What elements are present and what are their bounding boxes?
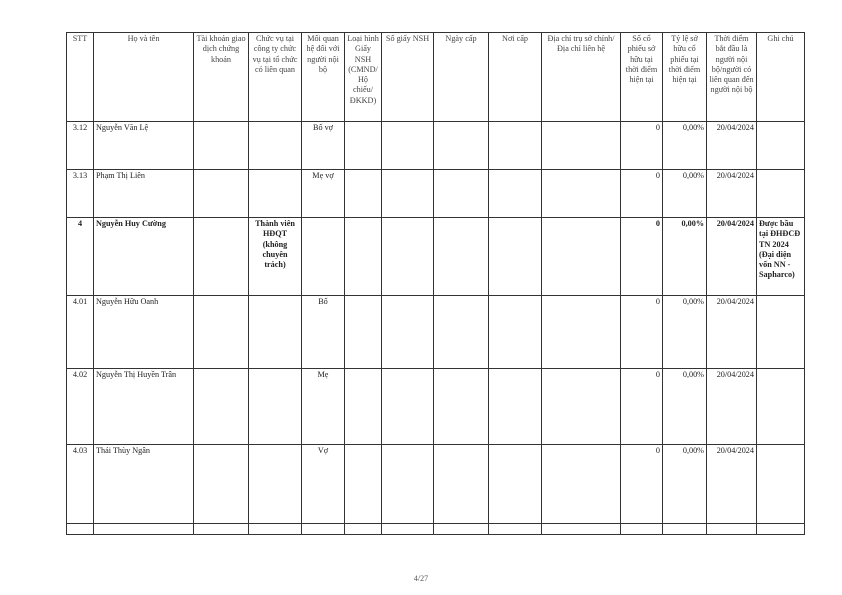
cell-empty xyxy=(302,524,345,535)
header-stt: STT xyxy=(67,33,94,122)
cell-empty xyxy=(345,524,382,535)
cell-id-type xyxy=(345,369,382,445)
cell-ratio: 0,00% xyxy=(663,445,707,524)
cell-issue-place xyxy=(489,296,542,369)
header-id-type: Loại hình Giấy NSH (CMND/ Hộ chiếu/ ĐKKD) xyxy=(345,33,382,122)
cell-stt: 4 xyxy=(67,218,94,296)
cell-id-number xyxy=(382,445,434,524)
cell-empty xyxy=(663,524,707,535)
cell-issue-date xyxy=(434,369,489,445)
cell-ratio: 0,00% xyxy=(663,296,707,369)
cell-issue-date xyxy=(434,122,489,170)
cell-stt: 3.13 xyxy=(67,170,94,218)
header-ratio: Tỷ lệ sở hữu cổ phiếu tại thời điểm hiện tại xyxy=(663,33,707,122)
cell-id-number xyxy=(382,369,434,445)
cell-account xyxy=(194,369,249,445)
cell-position xyxy=(249,296,302,369)
header-relationship: Mối quan hệ đối với người nội bộ xyxy=(302,33,345,122)
cell-id-number xyxy=(382,296,434,369)
cell-id-type xyxy=(345,296,382,369)
cell-stt: 4.02 xyxy=(67,369,94,445)
table-row xyxy=(67,445,805,524)
cell-shares: 0 xyxy=(621,445,663,524)
cell-start-date: 20/04/2024 xyxy=(707,296,757,369)
header-issue-place: Nơi cấp xyxy=(489,33,542,122)
cell-issue-place xyxy=(489,369,542,445)
cell-relation xyxy=(302,218,345,296)
cell-position xyxy=(249,369,302,445)
cell-stt: 3.12 xyxy=(67,122,94,170)
cell-note xyxy=(757,369,805,445)
cell-empty xyxy=(434,524,489,535)
cell-relation: Mẹ vợ xyxy=(302,170,345,218)
cell-account xyxy=(194,296,249,369)
table-row xyxy=(67,296,805,369)
cell-name: Nguyễn Huy Cường xyxy=(94,218,194,296)
cell-empty xyxy=(707,524,757,535)
header-shares: Số cổ phiếu sở hữu tại thời điểm hiện tại xyxy=(621,33,663,122)
cell-address xyxy=(542,369,621,445)
cell-id-number xyxy=(382,122,434,170)
table-row xyxy=(67,170,805,218)
cell-empty xyxy=(382,524,434,535)
cell-address xyxy=(542,170,621,218)
cell-address xyxy=(542,122,621,170)
cell-shares: 0 xyxy=(621,218,663,296)
cell-shares: 0 xyxy=(621,170,663,218)
insider-relations-table xyxy=(66,32,805,535)
table-header-row xyxy=(67,33,805,122)
cell-start-date: 20/04/2024 xyxy=(707,445,757,524)
table-row xyxy=(67,122,805,170)
cell-stt: 4.01 xyxy=(67,296,94,369)
cell-stt: 4.03 xyxy=(67,445,94,524)
cell-position xyxy=(249,170,302,218)
cell-start-date: 20/04/2024 xyxy=(707,122,757,170)
header-address: Địa chỉ trụ sở chính/ Địa chỉ liên hệ xyxy=(542,33,621,122)
cell-position xyxy=(249,122,302,170)
cell-empty xyxy=(194,524,249,535)
cell-issue-place xyxy=(489,170,542,218)
cell-issue-date xyxy=(434,445,489,524)
cell-shares: 0 xyxy=(621,122,663,170)
table-row-insider xyxy=(67,218,805,296)
cell-issue-place xyxy=(489,445,542,524)
cell-position: Thành viên HĐQT (không chuyên trách) xyxy=(249,218,302,296)
header-id-number: Số giấy NSH xyxy=(382,33,434,122)
cell-ratio: 0,00% xyxy=(663,122,707,170)
cell-empty xyxy=(94,524,194,535)
cell-shares: 0 xyxy=(621,369,663,445)
cell-empty xyxy=(621,524,663,535)
cell-account xyxy=(194,445,249,524)
cell-id-number xyxy=(382,218,434,296)
cell-name: Nguyễn Thị Huyền Trân xyxy=(94,369,194,445)
cell-ratio: 0,00% xyxy=(663,170,707,218)
cell-issue-date xyxy=(434,170,489,218)
cell-ratio: 0,00% xyxy=(663,369,707,445)
table-row xyxy=(67,369,805,445)
cell-empty xyxy=(757,524,805,535)
cell-account xyxy=(194,218,249,296)
header-securities-account: Tài khoản giao dịch chứng khoán xyxy=(194,33,249,122)
cell-empty xyxy=(67,524,94,535)
cell-start-date: 20/04/2024 xyxy=(707,170,757,218)
cell-relation: Bố xyxy=(302,296,345,369)
cell-name: Thái Thùy Ngân xyxy=(94,445,194,524)
cell-relation: Bố vợ xyxy=(302,122,345,170)
page-number: 4/27 xyxy=(413,574,429,583)
cell-account xyxy=(194,122,249,170)
header-issue-date: Ngày cấp xyxy=(434,33,489,122)
cell-address xyxy=(542,445,621,524)
header-note: Ghi chú xyxy=(757,33,805,122)
cell-empty xyxy=(489,524,542,535)
cell-id-type xyxy=(345,218,382,296)
cell-address xyxy=(542,296,621,369)
cell-relation: Mẹ xyxy=(302,369,345,445)
cell-note xyxy=(757,122,805,170)
cell-empty xyxy=(249,524,302,535)
cell-address xyxy=(542,218,621,296)
header-position: Chức vụ tại công ty chức vụ tại tổ chức có liên quan xyxy=(249,33,302,122)
cell-account xyxy=(194,170,249,218)
cell-start-date: 20/04/2024 xyxy=(707,369,757,445)
cell-issue-date xyxy=(434,296,489,369)
cell-id-type xyxy=(345,122,382,170)
cell-id-type xyxy=(345,445,382,524)
cell-start-date: 20/04/2024 xyxy=(707,218,757,296)
cell-id-type xyxy=(345,170,382,218)
cell-note xyxy=(757,445,805,524)
cell-name: Phạm Thị Liên xyxy=(94,170,194,218)
cell-note: Được bầu tại ĐHĐCĐ TN 2024 (Đại diện vốn NN - Sapharco) xyxy=(757,218,805,296)
cell-empty xyxy=(542,524,621,535)
cell-shares: 0 xyxy=(621,296,663,369)
cell-issue-date xyxy=(434,218,489,296)
cell-issue-place xyxy=(489,218,542,296)
cell-note xyxy=(757,296,805,369)
cell-relation: Vợ xyxy=(302,445,345,524)
cell-note xyxy=(757,170,805,218)
cell-name: Nguyễn Hữu Oanh xyxy=(94,296,194,369)
header-start-date: Thời điểm bắt đầu là người nội bộ/người có liên quan đến người nội bộ xyxy=(707,33,757,122)
cell-ratio: 0,00% xyxy=(663,218,707,296)
table-row-empty xyxy=(67,524,805,535)
cell-id-number xyxy=(382,170,434,218)
header-full-name: Họ và tên xyxy=(94,33,194,122)
cell-name: Nguyễn Văn Lệ xyxy=(94,122,194,170)
cell-position xyxy=(249,445,302,524)
cell-issue-place xyxy=(489,122,542,170)
